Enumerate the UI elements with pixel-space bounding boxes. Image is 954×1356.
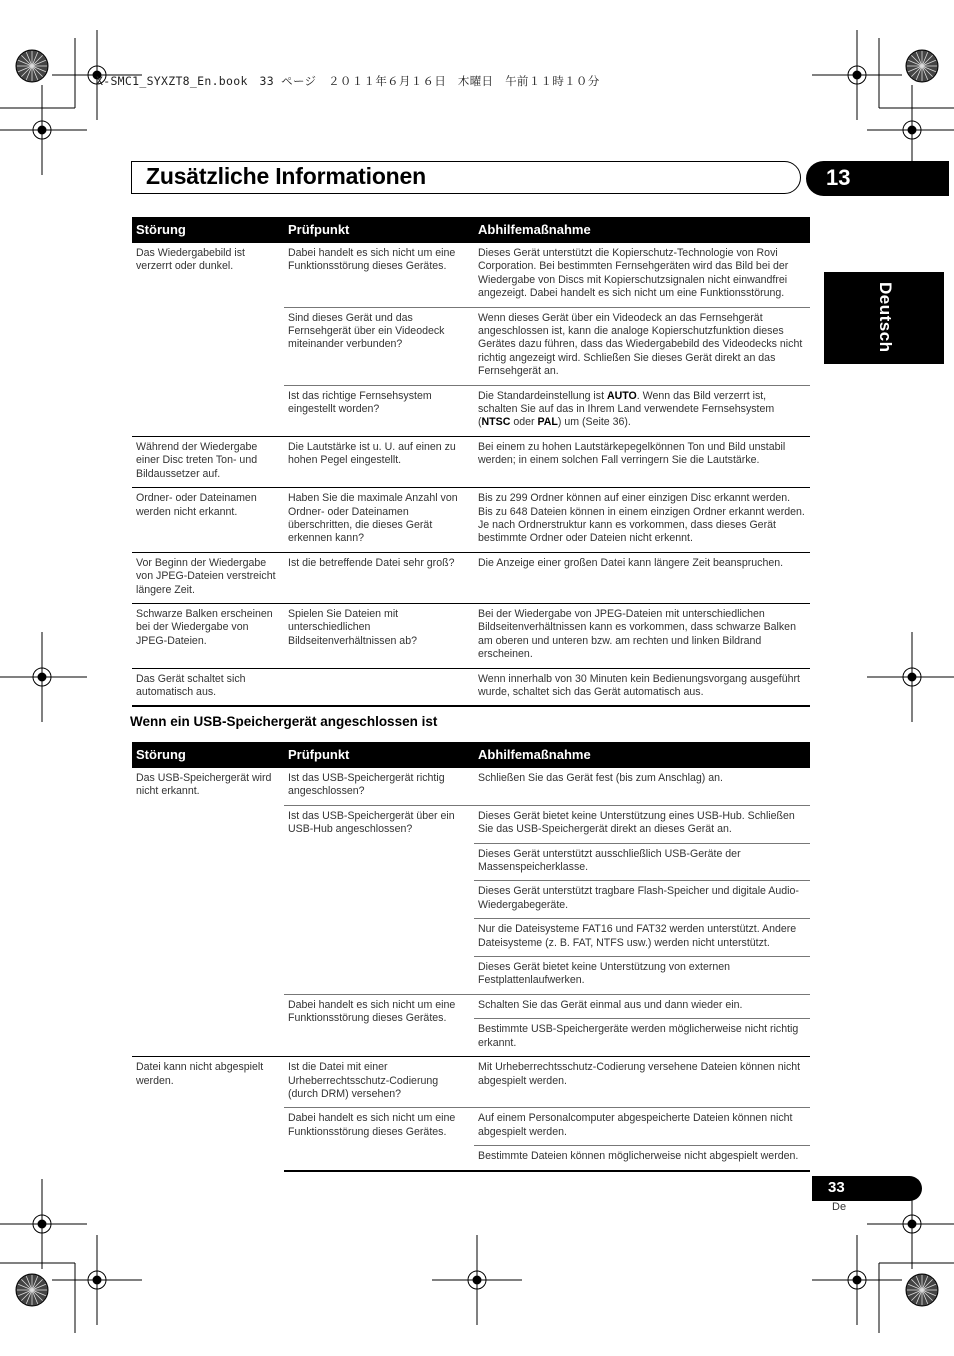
language-tab — [824, 272, 944, 364]
chapter-title-bar — [131, 161, 801, 194]
chapter-title: Zusätzliche Informationen — [146, 163, 426, 189]
setting-ntsc: NTSC — [481, 416, 511, 429]
cell-abhilfe: Schließen Sie das Gerät fest (bis zum Anschlag) an. — [474, 768, 810, 806]
cell-pruefpunkt: Ist das richtige Fernsehsystem eingestellt worden? — [284, 385, 474, 436]
header-abhilfe: Abhilfemaßnahme — [474, 217, 810, 243]
setting-pal: PAL — [537, 416, 558, 429]
troubleshooting-table-general — [132, 217, 810, 707]
cell-abhilfe: Dieses Gerät unterstützt ausschließlich USB-Geräte der Massenspeicherklasse. — [474, 843, 810, 881]
header-stoerung: Störung — [132, 217, 284, 243]
header-pruefpunkt: Prüfpunkt — [284, 742, 474, 768]
cell-pruefpunkt: Ist die betreffende Datei sehr groß? — [284, 552, 474, 603]
cell-pruefpunkt: Haben Sie die maximale Anzahl von Ordner- oder Dateinamen überschritten, die dieses Gerät erkennen kann? — [284, 488, 474, 553]
print-header: X-SMC1_SYXZT8_En.book 33 ページ ２０１１年６月１６日 木曜日 午前１１時１０分 — [96, 74, 600, 88]
cell-abhilfe: Wenn dieses Gerät über ein Videodeck an das Fernsehgerät angeschlossen ist, kann die analoge Kopierschutzfunktion dieses Gerätes dazu führen, dass das Wiedergabebild des Videodecks nicht richtig angezeigt wird. Schließen Sie dieses Gerät direkt an das Fernsehgerät an. — [474, 307, 810, 385]
text-segment: ) um (Seite 36). — [557, 416, 631, 429]
text-segment: . Wenn das Bild verzerrt ist, schalten Sie auf das in Ihrem Land verwendete Fernsehsystem ( — [478, 389, 775, 429]
cell-abhilfe: Bei einem zu hohen Lautstärkepegelkönnen Ton und Bild unstabil werden; in einem solchen Fall verringern Sie die Lautstärke. — [474, 436, 810, 487]
cell-abhilfe: Nur die Dateisysteme FAT16 und FAT32 werden unterstützt. Andere Dateisysteme (z. B. FAT, NTFS usw.) werden nicht unterstützt. — [474, 919, 810, 957]
cell-abhilfe: Wenn innerhalb von 30 Minuten kein Bedienungsvorgang ausgeführt wurde, schaltet sich das Gerät automatisch aus. — [474, 668, 810, 706]
header-abhilfe: Abhilfemaßnahme — [474, 742, 810, 768]
page-language-code: De — [832, 1201, 847, 1213]
cell-stoerung: Vor Beginn der Wiedergabe von JPEG-Dateien verstreicht längere Zeit. — [132, 552, 284, 603]
cell-pruefpunkt: Dabei handelt es sich nicht um eine Funktionsstörung dieses Gerätes. — [284, 1108, 474, 1171]
cell-abhilfe: Dieses Gerät unterstützt tragbare Flash-Speicher und digitale Audio-Wiedergabegeräte. — [474, 881, 810, 919]
page-number: 33 — [828, 1179, 845, 1196]
cell-pruefpunkt: Die Lautstärke ist u. U. auf einen zu hohen Pegel eingestellt. — [284, 436, 474, 487]
cell-pruefpunkt: Dabei handelt es sich nicht um eine Funktionsstörung dieses Gerätes. — [284, 994, 474, 1056]
cell-abhilfe: Bestimmte USB-Speichergeräte werden möglicherweise nicht richtig erkannt. — [474, 1019, 810, 1057]
table-row — [132, 552, 810, 603]
cell-abhilfe: Dieses Gerät unterstützt die Kopierschutz-Technologie von Rovi Corporation. Bei bestimmten Fernsehgeräten wird das Bild bei der Wiedergabe von Discs mit Kopierschutzsignalen nicht einwandfrei angezeigt. Dabei handelt es sich nicht um eine Funktionsstörung. — [474, 243, 810, 308]
cell-abhilfe: Die Anzeige einer großen Datei kann längere Zeit beanspruchen. — [474, 552, 810, 603]
cell-stoerung: Das Gerät schaltet sich automatisch aus. — [132, 668, 284, 706]
table-row — [132, 603, 810, 668]
table-header-row — [132, 742, 810, 768]
header-stoerung: Störung — [132, 742, 284, 768]
cell-stoerung: Schwarze Balken erscheinen bei der Wiedergabe von JPEG-Dateien. — [132, 603, 284, 668]
chapter-number: 13 — [826, 165, 851, 190]
cell-abhilfe: Auf einem Personalcomputer abgespeicherte Dateien können nicht abgespielt werden. — [474, 1108, 810, 1146]
setting-auto: AUTO — [606, 389, 637, 402]
cell-abhilfe: Bestimmte Dateien können möglicherweise nicht abgespielt werden. — [474, 1146, 810, 1171]
cell-abhilfe: Schalten Sie das Gerät einmal aus und dann wieder ein. — [474, 994, 810, 1018]
table-row — [132, 668, 810, 706]
cell-pruefpunkt: Spielen Sie Dateien mit unterschiedlichen Bildseitenverhältnissen ab? — [284, 603, 474, 668]
table-row — [132, 243, 810, 308]
cell-abhilfe: Bei der Wiedergabe von JPEG-Dateien mit unterschiedlichen Bildseitenverhältnissen kann es vorkommen, dass schwarze Balken am oberen und unteren bzw. am rechten und linken Bildrand erscheinen. — [474, 603, 810, 668]
cell-pruefpunkt: Ist die Datei mit einer Urheberrechtsschutz-Codierung (durch DRM) versehen? — [284, 1057, 474, 1108]
language-label: Deutsch — [876, 282, 895, 353]
cell-stoerung: Das Wiedergabebild ist verzerrt oder dunkel. — [132, 243, 284, 437]
text-segment: Die Standardeinstellung ist — [478, 389, 607, 402]
cell-abhilfe: Mit Urheberrechtsschutz-Codierung versehene Dateien können nicht abgespielt werden. — [474, 1057, 810, 1108]
cell-pruefpunkt: Ist das USB-Speichergerät über ein USB-Hub angeschlossen? — [284, 805, 474, 994]
troubleshooting-table-usb — [132, 742, 810, 1172]
table-row — [132, 488, 810, 553]
cell-stoerung: Datei kann nicht abgespielt werden. — [132, 1057, 284, 1171]
cell-pruefpunkt: Sind dieses Gerät und das Fernsehgerät über ein Videodeck miteinander verbunden? — [284, 307, 474, 385]
table-row — [132, 1057, 810, 1108]
cell-pruefpunkt: Dabei handelt es sich nicht um eine Funktionsstörung dieses Gerätes. — [284, 243, 474, 308]
header-pruefpunkt: Prüfpunkt — [284, 217, 474, 243]
cell-pruefpunkt — [284, 668, 474, 706]
table-header-row — [132, 217, 810, 243]
cell-abhilfe: Dieses Gerät bietet keine Unterstützung eines USB-Hub. Schließen Sie das USB-Speichergerät direkt an dieses Gerät an. — [474, 805, 810, 843]
table-row — [132, 436, 810, 487]
cell-stoerung: Das USB-Speichergerät wird nicht erkannt. — [132, 768, 284, 1057]
table-row — [132, 768, 810, 806]
section-heading-usb: Wenn ein USB-Speichergerät angeschlossen ist — [130, 714, 438, 729]
cell-stoerung: Während der Wiedergabe einer Disc treten Ton- und Bildaussetzer auf. — [132, 436, 284, 487]
cell-abhilfe — [474, 385, 810, 436]
text-segment: oder — [510, 416, 538, 429]
cell-abhilfe: Bis zu 299 Ordner können auf einer einzigen Disc erkannt werden. Bis zu 648 Dateien können in einem einzigen Ordner erkannt werden. Je nach Ordnerstruktur kann es vorkommen, dass dieses Gerät bestimmte Ordner oder Dateien nicht erkennt. — [474, 488, 810, 553]
cell-stoerung: Ordner- oder Dateinamen werden nicht erkannt. — [132, 488, 284, 553]
cell-pruefpunkt: Ist das USB-Speichergerät richtig angeschlossen? — [284, 768, 474, 806]
page-number-badge — [812, 1176, 922, 1201]
cell-abhilfe: Dieses Gerät bietet keine Unterstützung von externen Festplattenlaufwerken. — [474, 957, 810, 995]
chapter-badge — [806, 161, 949, 196]
